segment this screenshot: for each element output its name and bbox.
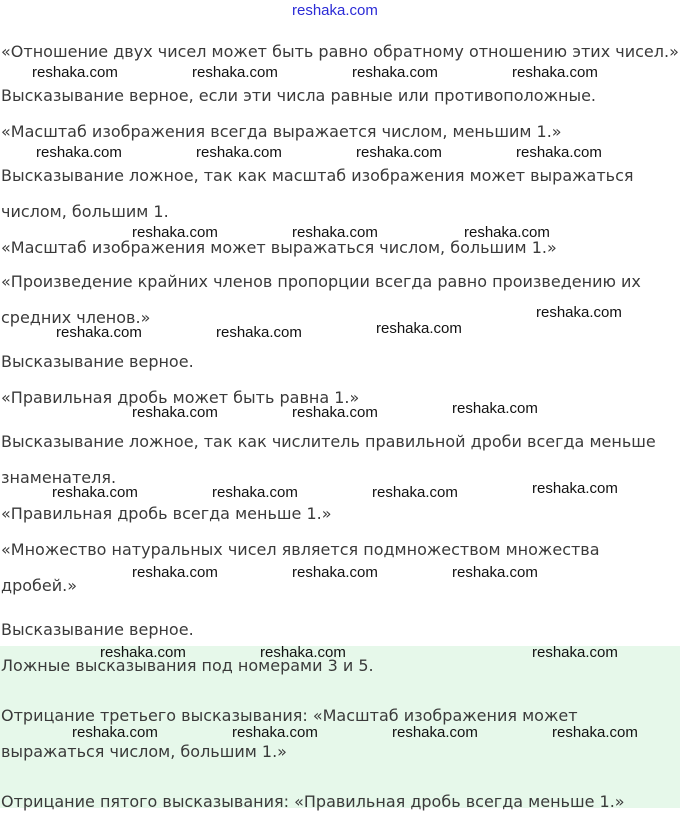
answer-summary: Ложные высказывания под номерами 3 и 5. xyxy=(1,656,374,675)
watermark: reshaka.com xyxy=(52,484,138,501)
verdict-2-line-1: Высказывание ложное, так как масштаб изображения может выражаться xyxy=(1,166,634,185)
watermark: reshaka.com xyxy=(216,324,302,341)
statement-4: «Правильная дробь может быть равна 1.» xyxy=(1,388,360,407)
watermark: reshaka.com xyxy=(100,644,186,661)
watermark: reshaka.com xyxy=(132,404,218,421)
statement-3-line-1: «Произведение крайних членов пропорции всегда равно произведению их xyxy=(1,272,641,291)
site-link[interactable]: reshaka.com xyxy=(292,2,378,19)
answer-negation-3-line-2: выражаться числом, большим 1.» xyxy=(1,742,287,761)
verdict-3: Высказывание верное. xyxy=(1,352,194,371)
watermark: reshaka.com xyxy=(56,324,142,341)
statement-1: «Отношение двух чисел может быть равно обратному отношению этих чисел.» xyxy=(1,42,679,61)
watermark: reshaka.com xyxy=(36,144,122,161)
watermark: reshaka.com xyxy=(260,644,346,661)
answer-negation-3-line-1: Отрицание третьего высказывания: «Масштаб изображения может xyxy=(1,706,578,725)
watermark: reshaka.com xyxy=(192,64,278,81)
statement-5-line-1: «Множество натуральных чисел является подмножеством множества xyxy=(1,540,600,559)
watermark: reshaka.com xyxy=(232,724,318,741)
watermark: reshaka.com xyxy=(72,724,158,741)
statement-5-line-2: дробей.» xyxy=(1,576,77,595)
watermark: reshaka.com xyxy=(532,480,618,497)
watermark: reshaka.com xyxy=(356,144,442,161)
watermark: reshaka.com xyxy=(516,144,602,161)
watermark: reshaka.com xyxy=(132,564,218,581)
watermark: reshaka.com xyxy=(212,484,298,501)
answer-negation-5: Отрицание пятого высказывания: «Правильная дробь всегда меньше 1.» xyxy=(1,792,625,811)
watermark: reshaka.com xyxy=(452,564,538,581)
verdict-4-line-1: Высказывание ложное, так как числитель правильной дроби всегда меньше xyxy=(1,432,656,451)
watermark: reshaka.com xyxy=(532,644,618,661)
watermark: reshaka.com xyxy=(352,64,438,81)
watermark: reshaka.com xyxy=(536,304,622,321)
watermark: reshaka.com xyxy=(132,224,218,241)
statement-3-line-2: средних членов.» xyxy=(1,308,151,327)
watermark: reshaka.com xyxy=(196,144,282,161)
verdict-2-line-2: числом, большим 1. xyxy=(1,202,169,221)
watermark: reshaka.com xyxy=(32,64,118,81)
verdict-1: Высказывание верное, если эти числа равные или противоположные. xyxy=(1,86,597,105)
watermark: reshaka.com xyxy=(464,224,550,241)
watermark: reshaka.com xyxy=(292,224,378,241)
verdict-5: Высказывание верное. xyxy=(1,620,194,639)
negation-4: «Правильная дробь всегда меньше 1.» xyxy=(1,504,332,523)
watermark: reshaka.com xyxy=(512,64,598,81)
watermark: reshaka.com xyxy=(552,724,638,741)
watermark: reshaka.com xyxy=(292,564,378,581)
negation-2: «Масштаб изображения может выражаться числом, большим 1.» xyxy=(1,238,557,257)
verdict-4-line-2: знаменателя. xyxy=(1,468,117,487)
watermark: reshaka.com xyxy=(372,484,458,501)
watermark: reshaka.com xyxy=(376,320,462,337)
watermark: reshaka.com xyxy=(392,724,478,741)
watermark: reshaka.com xyxy=(292,404,378,421)
statement-2: «Масштаб изображения всегда выражается числом, меньшим 1.» xyxy=(1,122,562,141)
watermark: reshaka.com xyxy=(452,400,538,417)
